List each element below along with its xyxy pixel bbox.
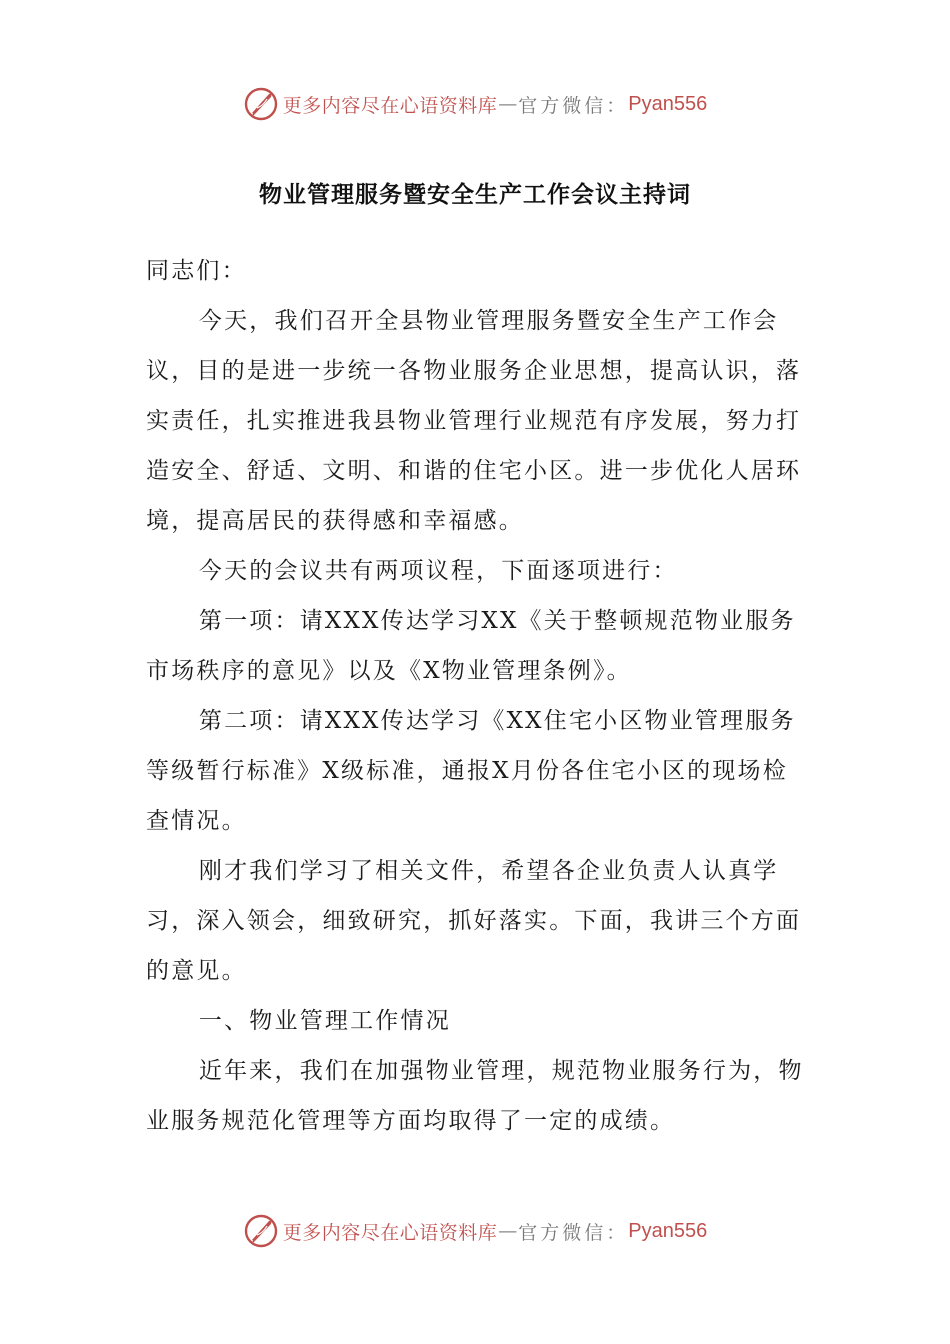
quill-pen-icon: [243, 86, 279, 122]
site-slogan: 更多内容尽在心语资料库: [282, 1221, 498, 1244]
footer-watermark-banner: [0, 1211, 950, 1251]
wechat-id: Pyan556: [628, 1219, 708, 1242]
wechat-label: 官方微信：: [518, 1221, 629, 1244]
header-watermark-banner: [0, 84, 950, 124]
header-watermark-content: [243, 86, 708, 122]
body-paragraph: 今天，我们召开全县物业管理服务暨安全生产工作会议，目的是进一步统一各物业服务企业思想，提高认识，落实责任，扎实推进我县物业管理行业规范有序发展，努力打造安全、舒适、文明、和谐的住宅小区。进一步优化人居环境，提高居民的获得感和幸福感。: [146, 308, 802, 534]
body-paragraph: 刚才我们学习了相关文件，希望各企业负责人认真学习，深入领会，细致研究，抓好落实。下面，我讲三个方面的意见。: [146, 858, 802, 984]
body-paragraph: 近年来，我们在加强物业管理，规范物业服务行为，物业服务规范化管理等方面均取得了一定的成绩。: [146, 1058, 804, 1134]
section-heading: 一、物业管理工作情况: [198, 1008, 451, 1034]
document-body: [146, 246, 806, 1146]
wechat-label: 官方微信：: [518, 94, 629, 117]
footer-watermark-content: [243, 1213, 708, 1249]
wechat-id: Pyan556: [628, 92, 708, 115]
body-paragraph: 第一项：请XXX传达学习XX《关于整顿规范物业服务市场秩序的意见》以及《X物业管理条例》。: [146, 608, 796, 684]
body-paragraph: 第二项：请XXX传达学习《XX住宅小区物业管理服务等级暂行标准》X级标准，通报X月份各住宅小区的现场检查情况。: [146, 708, 796, 834]
quill-pen-icon: [243, 1213, 279, 1249]
body-paragraph: 今天的会议共有两项议程，下面逐项进行：: [198, 558, 678, 584]
document-title: 物业管理服务暨安全生产工作会议主持词: [259, 182, 691, 208]
site-slogan: 更多内容尽在心语资料库: [282, 94, 498, 117]
banner-separator: —: [498, 1220, 518, 1242]
salutation-paragraph: 同志们：: [146, 258, 247, 284]
banner-separator: —: [498, 93, 518, 115]
